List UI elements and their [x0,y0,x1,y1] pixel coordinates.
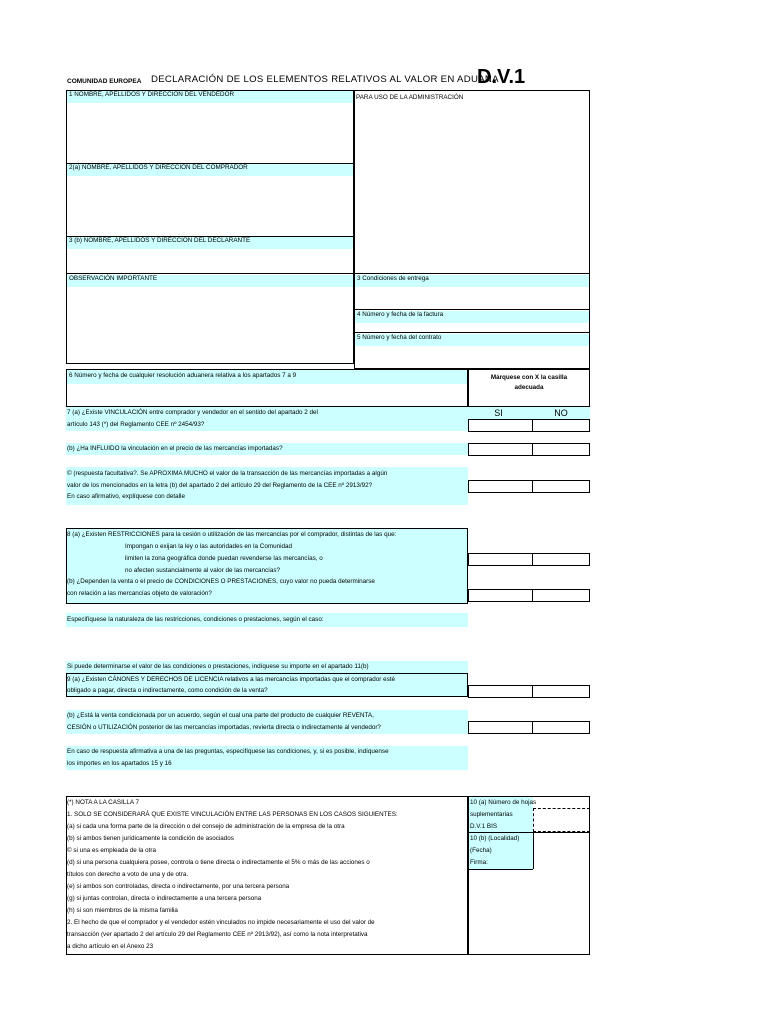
spec2-label: Si puede determinarse el valor de las condiciones o prestaciones, indíquese su importe en el apartado 11(b) [67,663,369,670]
contract-label: 5 Número y fecha del contrato [355,334,589,346]
right-top-section [354,90,590,369]
important-label: OBSERVACIÓN IMPORTANTE [67,275,353,287]
q8b-si-checkbox[interactable] [468,589,533,602]
q8a-line4: no afecten sustancialmente al valor de las mercancías? [125,567,281,574]
mark-header-line2: adecuada [514,384,544,391]
form-code: D.V.1 [477,66,526,88]
q9b-si-checkbox[interactable] [468,721,533,734]
notes-line6: títulos con derecho a voto de una y de otra. [67,871,189,878]
notes-line10: 2. El hecho de que el comprador y el vendedor estén vinculados no impide necesariamente el uso del valor de [67,919,375,926]
notes-line12: a dicho artículo en el Anexo 23 [67,943,154,950]
spec-label: Especifíquese la naturaleza de las restricciones, condiciones o prestaciones, según el caso: [67,616,324,623]
form-title: DECLARACIÓN DE LOS ELEMENTOS RELATIVOS AL VALOR EN ADUANA [151,74,499,85]
notes-line11: transacción (ver apartado 2 del artículo 29 del Reglamento CEE nº 2913/92), así como la nota interpretativa [67,931,368,938]
q7c-no-checkbox[interactable] [532,480,590,493]
notes-line4: © si una es empleada de la otra [67,847,157,854]
notes-line3: (b) si ambos tienen jurídicamente la condición de asociados [67,835,234,842]
q7b-no-checkbox[interactable] [532,443,590,456]
q8b-no-checkbox[interactable] [532,589,590,602]
q8b-line2: con relación a las mercancías objeto de valoración? [67,590,212,597]
divider [533,832,534,869]
q7b-si-checkbox[interactable] [468,443,533,456]
box10b-place: 10 (b) (Localidad) [470,835,520,842]
q7c-line3: En caso afirmativo, explíquese con detalle [67,493,185,500]
q7b-label: (b) ¿Ha INFLUIDO la vinculación en el precio de las mercancías importadas? [67,445,283,452]
invoice-label: 4 Número y fecha de la factura [355,311,589,323]
notes-line8: (g) si juntas controlan, directa o indirectamente a una tercera persona [67,895,262,902]
q7c-line2: valor de los mencionados en la letra (b) del apartado 2 del artículo 29 del Reglamento de la CEE nº 2913/92? [67,482,373,489]
box10b-signature: Firma: [470,859,488,866]
q9a-line1: 9 (a) ¿Existen CÁNONES Y DERECHOS DE LICENCIA relativos a las mercancías importadas que el comprador esté [67,676,396,683]
q7c-line1: © (respuesta facultativa?. Se APROXIMA MUCHO el valor de la transacción de las mercancías importadas a algún [67,470,388,477]
q8a-line1: 8 (a) ¿Existen RESTRICCIONES para la cesión o utilización de las mercancías por el comprador, distintas de las que: [67,531,397,538]
sheets-count-field[interactable] [533,808,590,832]
divider [468,869,533,870]
community-label: COMUNIDAD EUROPEA [67,78,142,85]
q9c-line1: En caso de respuesta afirmativa a una de las preguntas, especifíquese las condiciones, y, si es posible, indíquense [67,748,389,755]
q9b-line2: CESIÓN o UTILIZACIÓN posterior de las mercancías importadas, revierta directa o indirectamente al vendedor? [67,724,381,731]
notes-line9: (h) si son miembros de la misma familia [67,907,178,914]
q9b-no-checkbox[interactable] [532,721,590,734]
seller-label: 1 NOMBRE, APELLIDOS Y DIRECCIÓN DEL VENDEDOR [67,91,353,103]
left-top-section [66,90,354,364]
q8b-line1: (b) ¿Dependen la venta o el precio de CONDICIONES O PRESTACIONES, cuyo valor no pueda determinarse [67,578,375,585]
divider [354,332,590,333]
divider [354,309,590,310]
q7a-no-checkbox[interactable] [532,419,590,432]
q9a-no-checkbox[interactable] [532,685,590,698]
divider [354,273,590,274]
q6-label: 6 Número y fecha de cualquier resolución aduanera relativa a los apartados 7 a 9 [67,370,467,384]
admin-label: PARA USO DE LA ADMINISTRACIÓN [356,94,464,101]
divider [66,273,354,274]
notes-line1: 1. SOLO SE CONSIDERARÁ QUE EXISTE VINCULACIÓN ENTRE LAS PERSONAS EN LOS CASOS SIGUIENTES: [67,811,398,818]
si-label: SI [494,408,503,418]
declarant-label: 3 (b) NOMBRE, APELLIDOS Y DIRECCIÓN DEL DECLARANTE [67,237,353,249]
q8a-no-checkbox[interactable] [532,553,590,566]
q9a-line2: obligado a pagar, directa o indirectamente, como condición de la venta? [67,687,268,694]
notes-line7: (e) si ambos son controladas, directa o indirectamente, por una tercera persona [67,883,290,890]
box10a-line1: 10 (a) Número de hojas [470,799,537,806]
notes-line2: (a) si cada una forma parte de la dirección o del consejo de administración de la empresa de la otra [67,823,345,830]
box10a-line3: D.V.1 BIS [470,823,498,830]
q8a-line3: limiten la zona geográfica donde puedan revenderse las mercancías, o [125,555,323,562]
q7c-si-checkbox[interactable] [468,480,533,493]
q7a-si-checkbox[interactable] [468,419,533,432]
notes-line5: (d) si una persona cualquiera posee, controla o tiene directa o indirectamente el 5% o más de las acciones o [67,859,370,866]
no-label: NO [554,408,568,418]
q7a-line2: artículo 143 (*) del Reglamento CEE nº 2454/93? [67,421,205,428]
notes-title: (*) NOTA A LA CASILLA 7 [67,799,139,806]
divider [468,832,590,833]
q7a-line1: 7 (a) ¿Existe VINCULACIÓN entre comprador y vendedor en el sentido del apartado 2 del [67,409,318,416]
q8a-si-checkbox[interactable] [468,553,533,566]
q8a-line2: Impongan o exijan la ley o las autoridades en la Comunidad [125,543,292,550]
q9a-si-checkbox[interactable] [468,685,533,698]
delivery-label: 3 Condiciones de entrega [355,275,589,287]
mark-header-line1: Márquese con X la casilla [490,374,568,381]
box10a-line2: suplementarias [470,811,513,818]
buyer-label: 2(a) NOMBRE, APELLIDOS Y DIRECCIÓN DEL COMPRADOR [67,164,353,176]
box10b-date: (Fecha) [470,847,492,854]
q9c-line2: los importes en los apartados 15 y 16 [67,760,172,767]
q9b-line1: (b) ¿Está la venta condicionada por un acuerdo, según el cual una parte del producto de cualquier REVENTA, [67,712,374,719]
